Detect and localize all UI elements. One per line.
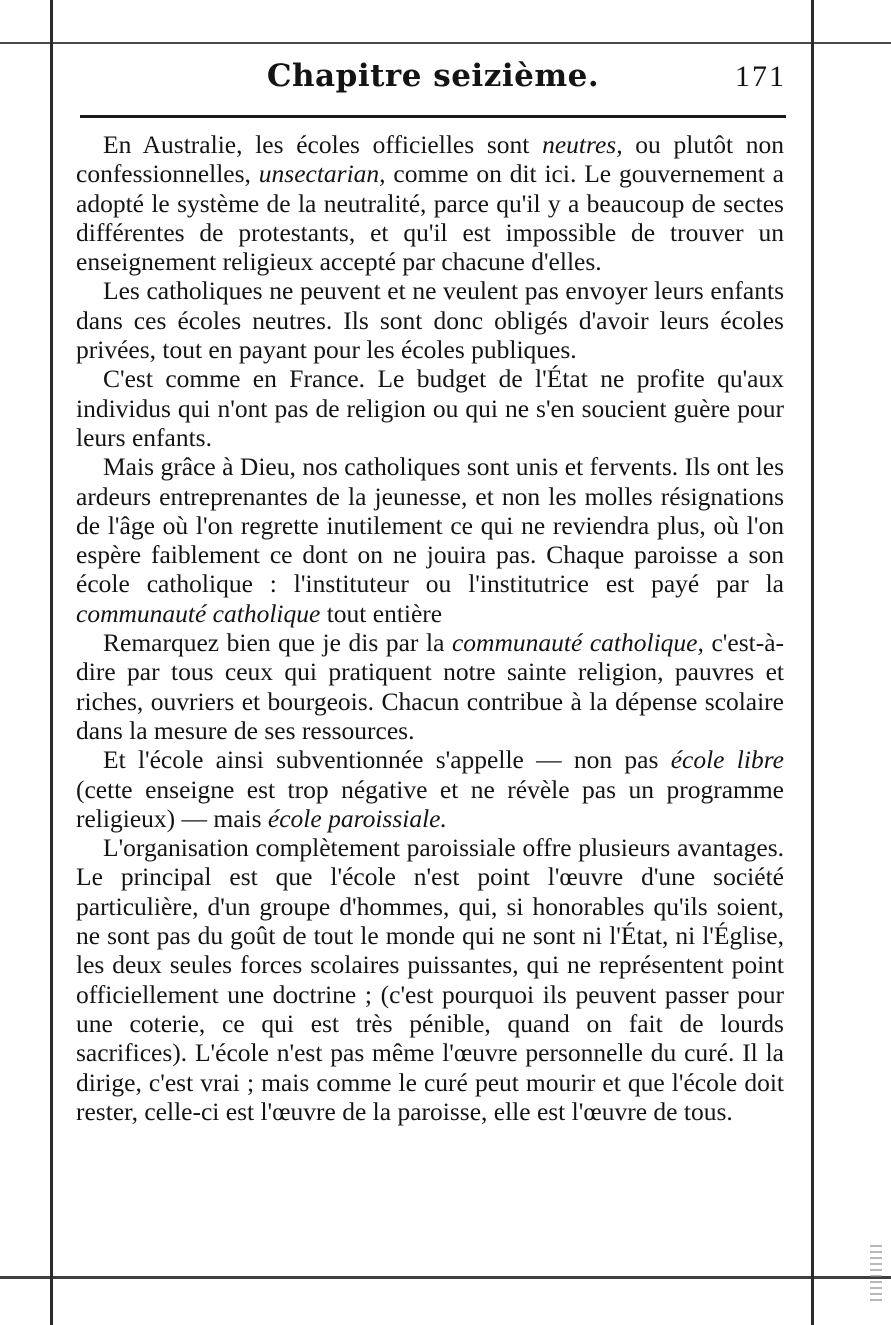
- text-segment: tout entière: [320, 598, 443, 628]
- paragraph: [76, 364, 784, 452]
- scan-frame-left: [50, 0, 53, 1325]
- paragraph: [76, 130, 784, 276]
- italic-text: unsectarian,: [258, 159, 386, 189]
- text-segment: Mais grâce à Dieu, nos catholiques sont unis et fervents. Ils ont les ardeurs entreprenantes de la jeunesse, et non les molles résignations de l'âge où l'on regrette inutilement ce qui ne reviendra plus, où l'on espère faiblement ce dont on ne jouira pas. Chaque paroisse a son école catholique : l'instituteur ou l'institutrice est payé par la: [76, 452, 784, 599]
- scan-frame-bottom: [0, 1276, 891, 1279]
- scan-edge-marks: [870, 1245, 882, 1305]
- text-segment: Les catholiques ne peuvent et ne veulent pas envoyer leurs enfants dans ces écoles neutres. Ils sont donc obligés d'avoir leurs écoles privées, tout en payant pour les écoles publiques.: [76, 276, 784, 365]
- text-segment: C'est comme en France. Le budget de l'État ne profite qu'aux individus qui n'ont pas de religion ou qui ne s'en soucient guère pour leurs enfants.: [76, 364, 784, 452]
- header-rule: [80, 115, 786, 118]
- chapter-title: Chapitre seizième.: [266, 58, 600, 94]
- italic-text: école paroissiale.: [267, 803, 447, 833]
- paragraph: [76, 745, 784, 833]
- italic-text: communauté catholique: [76, 598, 321, 628]
- italic-text: communauté catholique,: [451, 628, 704, 658]
- text-segment: Remarquez bien que je dis par la: [103, 628, 452, 658]
- paragraph: [76, 628, 784, 745]
- text-segment: ou plutôt non confessionnelles,: [76, 130, 784, 189]
- paragraph: [76, 276, 784, 364]
- text-segment: c'est-à-dire par tous ceux qui pratiquent notre sainte religion, pauvres et riches, ouvriers et bourgeois. Chacun contribue à la dépense scolaire dans la mesure de ses ressources.: [76, 628, 785, 745]
- scan-frame-right: [811, 0, 814, 1325]
- text-segment: En Australie, les écoles officielles sont: [103, 130, 543, 159]
- body-text: [76, 130, 784, 1126]
- text-segment: Et l'école ainsi subventionnée s'appelle — non pas: [103, 745, 671, 775]
- text-segment: comme on dit ici. Le gouvernement a adopté le système de la neutralité, parce qu'il y a beaucoup de sectes différentes de protestants, et qu'il est impossible de trouver un enseignement religieux accepté par chacune d'elles.: [76, 159, 784, 277]
- page-number: 171: [735, 60, 786, 93]
- running-head: [80, 58, 786, 108]
- paragraph: [76, 452, 784, 628]
- paragraph: [76, 833, 784, 1126]
- text-segment: (cette enseigne est trop négative et ne révèle pas un programme religieux) — mais: [76, 774, 784, 833]
- text-segment: L'organisation complètement paroissiale offre plusieurs avantages. Le principal est que l'école n'est point l'œuvre d'une société particulière, d'un groupe d'hommes, qui, si honorables qu'ils soient, ne sont pas du goût de tout le monde qui ne sont ni l'État, ni l'Église, les deux seules forces scolaires puissantes, qui ne représentent point officiellement une doctrine ; (c'est pourquoi ils peuvent passer pour une coterie, ce qui est très pénible, quand on fait de lourds sacrifices). L'école n'est pas même l'œuvre personnelle du curé. Il la dirige, c'est vrai ; mais comme le curé peut mourir et que l'école doit rester, celle-ci est l'œuvre de la paroisse, elle est l'œuvre de tous.: [76, 833, 784, 1126]
- italic-text: école libre: [670, 745, 784, 775]
- italic-text: neutres,: [542, 130, 623, 159]
- scan-frame-top: [0, 42, 891, 44]
